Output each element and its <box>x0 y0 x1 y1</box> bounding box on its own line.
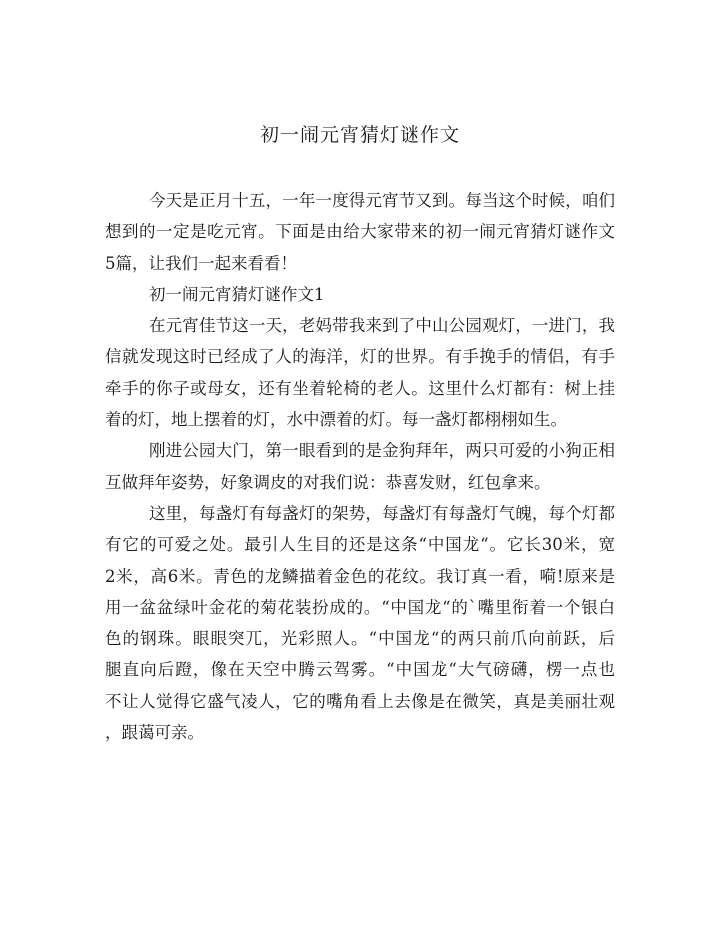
text-line: 腿直向后蹬，像在天空中腾云驾雾。“中国龙“大气磅礴，楞一点也 <box>105 660 615 680</box>
text-line: 这里，每盏灯有每盏灯的架势，每盏灯有每盏灯气魄，每个灯都 <box>149 503 615 523</box>
document-title: 初一闹元宵猜灯谜作文 <box>259 124 460 146</box>
text-line: 互做拜年姿势，好象调皮的对我们说：恭喜发财，红包拿来。 <box>105 472 551 492</box>
text-line: 在元宵佳节这一天，老妈带我来到了中山公园观灯，一进门，我 <box>149 316 615 336</box>
text-line: 信就发现这时已经成了人的海洋，灯的世界。有手挽手的情侣，有手 <box>105 347 615 367</box>
text-line: 不让人觉得它盛气凌人，它的嘴角看上去像是在微笑，真是美丽壮观 <box>105 691 615 711</box>
text-line: 色的钢珠。眼眼突兀，光彩照人。“中国龙“的两只前爪向前跃，后 <box>105 629 615 649</box>
text-line: 5篇，让我们一起来看看！ <box>105 253 297 273</box>
document-body <box>105 185 615 748</box>
text-line: 2米，高6米。青色的龙鳞描着金色的花纹。我订真一看，嗬!原来是 <box>105 566 615 586</box>
text-line: ，跟蔼可亲。 <box>105 723 204 743</box>
text-line: 想到的一定是吃元宵。下面是由给大家带来的初一闹元宵猜灯谜作文 <box>105 222 615 242</box>
text-line: 着的灯，地上摆着的灯，水中漂着的灯。每一盏灯都栩栩如生。 <box>105 410 567 430</box>
text-line: 刚进公园大门，第一眼看到的是金狗拜年，两只可爱的小狗正相 <box>149 441 615 461</box>
text-line: 牵手的你子或母女，还有坐着轮椅的老人。这里什么灯都有：树上挂 <box>105 378 615 398</box>
text-line: 今天是正月十五，一年一度得元宵节又到。每当这个时候，咱们 <box>149 191 615 210</box>
text-line: 有它的可爱之处。最引人生目的还是这条“中国龙“。它长30米，宽 <box>105 535 615 555</box>
text-line: 初一闹元宵猜灯谜作文1 <box>149 284 325 304</box>
text-line: 用一盆盆绿叶金花的菊花装扮成的。“中国龙“的`嘴里衔着一个银白 <box>105 597 615 617</box>
